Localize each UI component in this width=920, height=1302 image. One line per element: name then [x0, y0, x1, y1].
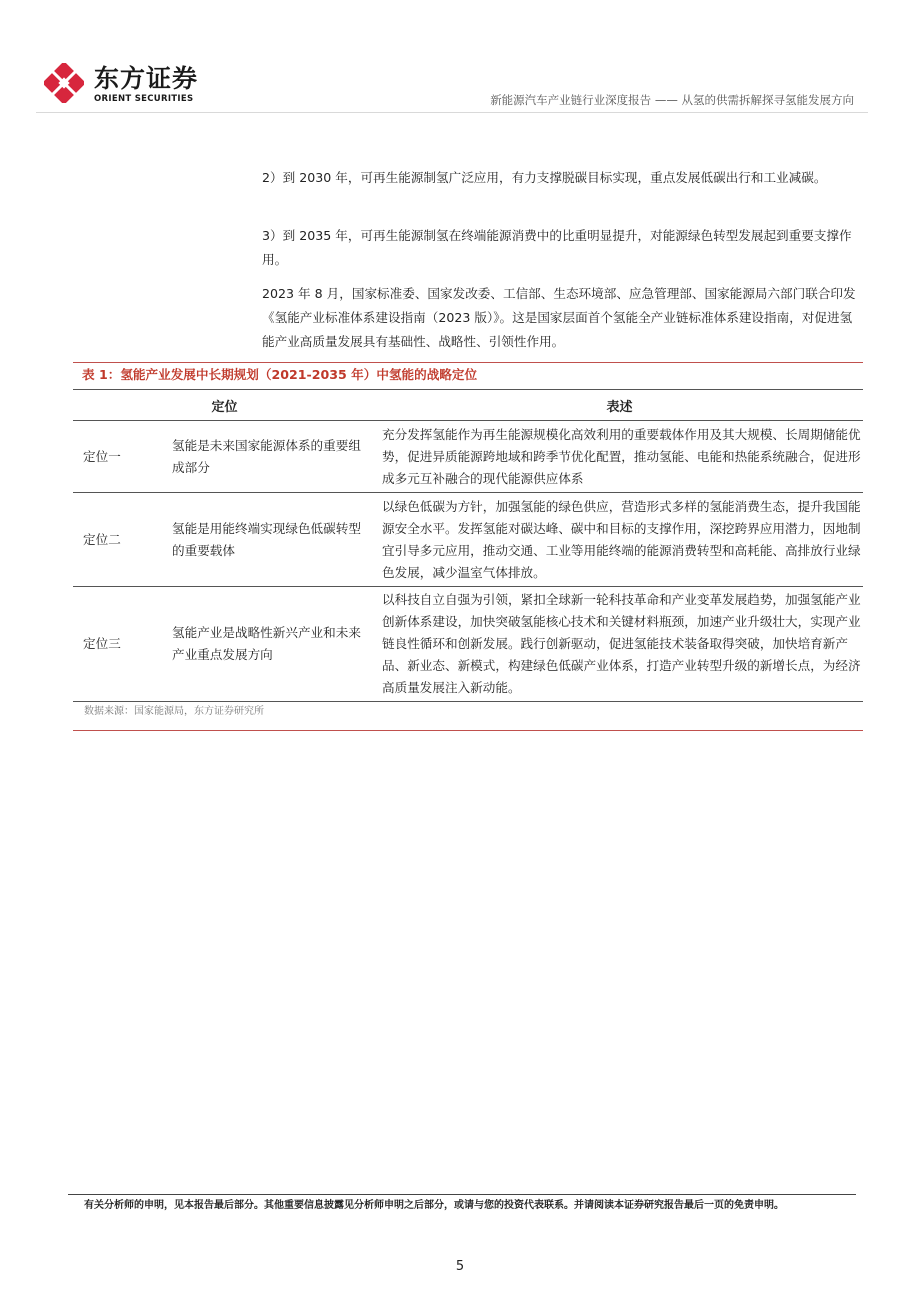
row-description: 充分发挥氢能作为再生能源规模化高效利用的重要载体作用及其大规模、长周期储能优势，促进异质能源跨地域和跨季节优化配置，推动氢能、电能和热能系统融合，促进形成多元互补融合的现代能源供应体系 — [376, 421, 863, 493]
table-row — [73, 421, 863, 493]
logo-chinese-name: 东方证券 — [94, 64, 199, 93]
report-title: 新能源汽车产业链行业深度报告 —— 从氢的供需拆解探寻氢能发展方向 — [490, 93, 854, 107]
table-row — [73, 493, 863, 587]
strategic-positioning-table — [73, 389, 863, 702]
body-paragraph: 3）到 2035 年，可再生能源制氢在终端能源消费中的比重明显提升，对能源绿色转型发展起到重要支撑作用。 — [262, 228, 852, 267]
table-header-row — [73, 390, 863, 421]
row-position: 氢能是用能终端实现绿色低碳转型的重要载体 — [163, 493, 376, 587]
page-number: 5 — [455, 1259, 465, 1274]
footer-disclaimer: 有关分析师的申明，见本报告最后部分。其他重要信息披露见分析师申明之后部分，或请与您的投资代表联系。并请阅读本证券研究报告最后一页的免责申明。 — [84, 1200, 784, 1211]
row-position: 氢能是未来国家能源体系的重要组成部分 — [163, 421, 376, 493]
table-source-note: 数据来源：国家能源局，东方证券研究所 — [84, 706, 264, 717]
column-header-description: 表述 — [376, 390, 863, 421]
logo-english-name: ORIENT SECURITIES — [94, 94, 194, 104]
row-label: 定位一 — [73, 421, 163, 493]
orient-securities-logo-icon — [44, 63, 84, 103]
column-header-position: 定位 — [73, 390, 376, 421]
row-position: 氢能产业是战略性新兴产业和未来产业重点发展方向 — [163, 587, 376, 702]
footer-divider — [68, 1194, 856, 1195]
table-caption: 表 1：氢能产业发展中长期规划（2021-2035 年）中氢能的战略定位 — [82, 367, 478, 382]
body-paragraph: 2）到 2030 年，可再生能源制氢广泛应用，有力支撑脱碳目标实现，重点发展低碳出行和工业减碳。 — [262, 170, 827, 185]
row-label: 定位三 — [73, 587, 163, 702]
row-label: 定位二 — [73, 493, 163, 587]
header-divider — [36, 112, 868, 113]
table-row — [73, 587, 863, 702]
page-header — [0, 0, 920, 115]
body-paragraph: 2023 年 8 月，国家标准委、国家发改委、工信部、生态环境部、应急管理部、国家能源局六部门联合印发《氢能产业标准体系建设指南（2023 版）》。这是国家层面首个氢能全产业链标准体系建设指南，对促进氢能产业高质量发展具有基础性、战略性、引领性作用。 — [262, 286, 856, 349]
table-caption-divider — [73, 362, 863, 363]
row-description: 以绿色低碳为方针，加强氢能的绿色供应，营造形式多样的氢能消费生态，提升我国能源安全水平。发挥氢能对碳达峰、碳中和目标的支撑作用，深挖跨界应用潜力，因地制宜引导多元应用，推动交通、工业等用能终端的能源消费转型和高耗能、高排放行业绿色发展，减少温室气体排放。 — [376, 493, 863, 587]
table-bottom-divider — [73, 730, 863, 731]
row-description: 以科技自立自强为引领，紧扣全球新一轮科技革命和产业变革发展趋势，加强氢能产业创新体系建设，加快突破氢能核心技术和关键材料瓶颈，加速产业升级壮大，实现产业链良性循环和创新发展。践行创新驱动，促进氢能技术装备取得突破，加快培育新产品、新业态、新模式，构建绿色低碳产业体系，打造产业转型升级的新增长点，为经济高质量发展注入新动能。 — [376, 587, 863, 702]
